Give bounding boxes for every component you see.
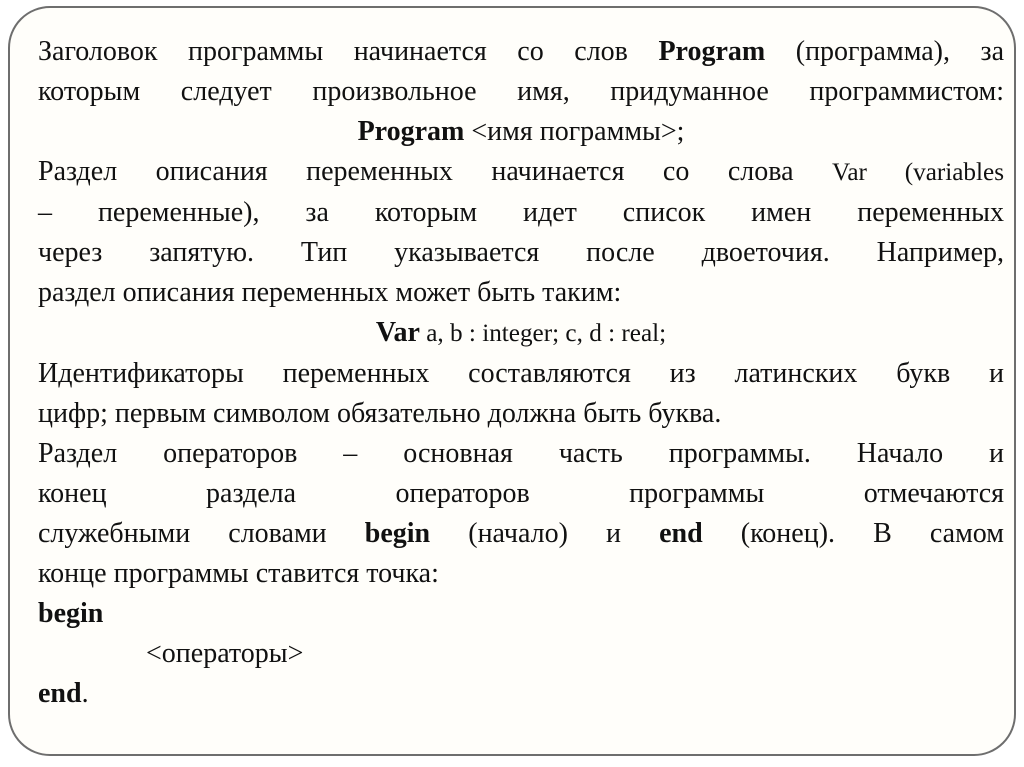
text-line-var-section-2 (38, 193, 1004, 233)
keyword-end: end (659, 518, 703, 549)
keyword-program: Program (658, 36, 766, 67)
text-run: которым следует произвольное имя, придуманное программистом: (38, 76, 1004, 107)
text-run: (конец). В самом (702, 518, 1004, 549)
code-run: a, b : integer; c, d : real; (419, 320, 667, 347)
code-line-program-declaration (38, 112, 1004, 152)
keyword-end: end (38, 678, 82, 709)
code-line-var-declaration (38, 313, 1004, 354)
code-line-end (38, 674, 1004, 714)
text-run: конец раздела операторов программы отмечаются (38, 478, 1004, 509)
text-run: Идентификаторы переменных составляются из латинских букв и (38, 358, 1004, 389)
text-run: раздел описания переменных может быть таким: (38, 277, 622, 308)
text-line-operators-4 (38, 554, 1004, 594)
text-line-var-section-4 (38, 273, 1004, 313)
text-run: (начало) и (430, 518, 660, 549)
text-line-operators-1 (38, 434, 1004, 474)
slide-text-block (38, 32, 1004, 714)
keyword-begin: begin (38, 598, 104, 629)
text-run: – переменные), за которым идет список имен переменных (38, 197, 1004, 228)
text-run: через запятую. Тип указывается после двоеточия. Например, (38, 237, 1004, 268)
text-run: конце программы ставится точка: (38, 558, 439, 589)
text-line-operators-2 (38, 474, 1004, 514)
code-line-operators-placeholder (38, 634, 1004, 674)
code-run: <операторы> (146, 638, 304, 669)
text-line-identifiers-1 (38, 354, 1004, 394)
keyword-begin: begin (364, 518, 431, 549)
keyword-var: Var (variables (831, 159, 1005, 186)
text-line-var-section-3 (38, 233, 1004, 273)
keyword-var: Var (375, 317, 420, 348)
slide-frame (8, 6, 1016, 756)
text-line-program-header-2 (38, 72, 1004, 112)
text-run: <имя пограммы>; (464, 116, 685, 147)
text-run: Раздел операторов – основная часть программы. Начало и (38, 438, 1004, 469)
text-run: Раздел описания переменных начинается со слова (38, 156, 832, 187)
text-run: . (81, 678, 89, 709)
text-run: Заголовок программы начинается со слов (38, 36, 659, 67)
text-run: цифр; первым символом обязательно должна быть буква. (38, 398, 722, 429)
text-line-program-header-1 (38, 32, 1004, 72)
text-line-var-section-1 (38, 152, 1004, 193)
code-line-begin (38, 594, 1004, 634)
text-line-identifiers-2 (38, 394, 1004, 434)
text-run: служебными словами (38, 518, 365, 549)
text-line-operators-3 (38, 514, 1004, 554)
text-run: (программа), за (765, 36, 1004, 67)
keyword-program: Program (357, 116, 465, 147)
